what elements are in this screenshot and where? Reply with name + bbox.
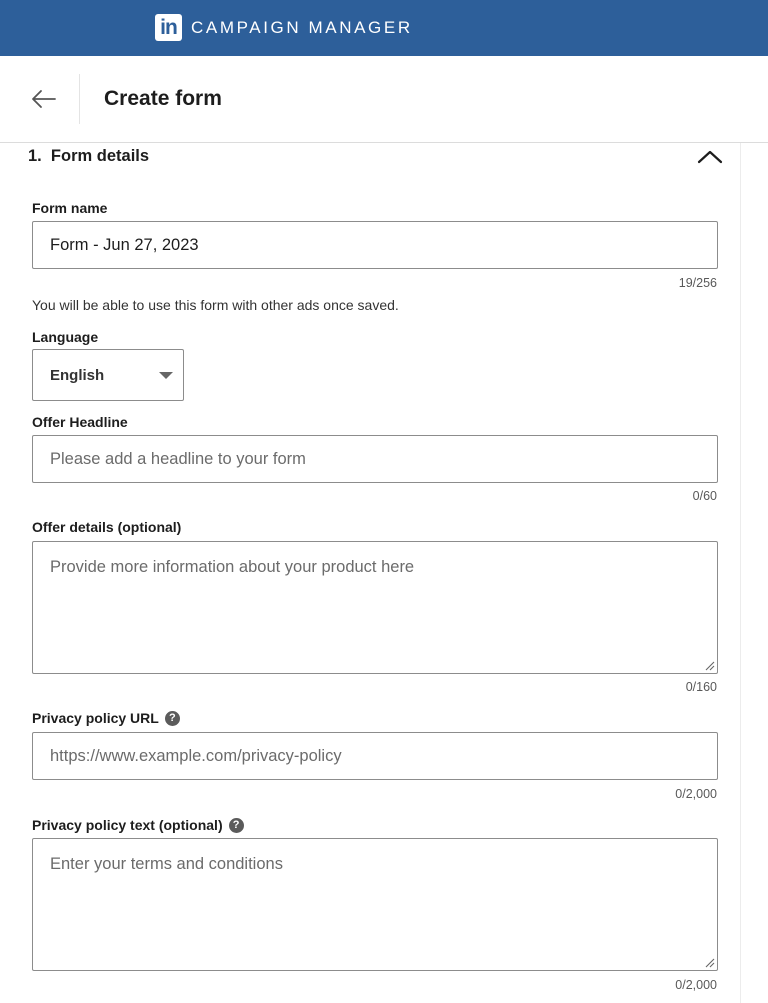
privacy-url-label xyxy=(32,710,180,726)
form-name-counter: 19/256 xyxy=(678,276,717,290)
offer-headline-counter: 0/60 xyxy=(692,489,717,503)
resize-handle-icon[interactable] xyxy=(703,956,715,968)
caret-down-icon xyxy=(159,372,173,379)
resize-handle-icon[interactable] xyxy=(703,659,715,671)
header-divider xyxy=(79,74,80,124)
privacy-text-counter: 0/2,000 xyxy=(675,978,717,992)
arrow-left-icon xyxy=(31,89,57,109)
chevron-up-icon xyxy=(697,149,723,165)
offer-details-counter: 0/160 xyxy=(685,680,717,694)
form-name-label: Form name xyxy=(32,200,108,216)
privacy-url-counter: 0/2,000 xyxy=(675,787,717,801)
brand-text: CAMPAIGN MANAGER xyxy=(191,17,413,37)
language-select[interactable] xyxy=(32,349,184,401)
section-title: 1. Form details xyxy=(28,147,150,165)
form-name-input[interactable] xyxy=(32,221,718,269)
language-label: Language xyxy=(32,329,99,345)
form-name-helper-text: You will be able to use this form with other ads once saved. xyxy=(32,297,399,313)
question-circle-icon[interactable]: ? xyxy=(229,818,244,833)
privacy-text-label-text: Privacy policy text (optional) xyxy=(32,817,223,833)
privacy-url-input[interactable] xyxy=(32,732,718,780)
collapse-section-button[interactable] xyxy=(696,147,724,167)
offer-details-label: Offer details (optional) xyxy=(32,519,182,535)
page-title: Create form xyxy=(104,87,222,110)
back-button[interactable] xyxy=(29,84,59,114)
privacy-text-label xyxy=(32,817,244,833)
section-header xyxy=(28,147,724,169)
page-header xyxy=(0,56,768,143)
privacy-url-label-text: Privacy policy URL xyxy=(32,710,159,726)
offer-headline-input[interactable] xyxy=(32,435,718,483)
language-selected-value: English xyxy=(50,367,105,384)
offer-details-textarea[interactable] xyxy=(32,541,718,674)
privacy-text-textarea[interactable] xyxy=(32,838,718,971)
scrollbar-track[interactable] xyxy=(740,143,741,1003)
linkedin-logo-icon: in xyxy=(155,14,182,41)
brand[interactable] xyxy=(155,14,413,41)
top-bar xyxy=(0,0,768,56)
offer-headline-label: Offer Headline xyxy=(32,414,128,430)
question-circle-icon[interactable]: ? xyxy=(165,711,180,726)
